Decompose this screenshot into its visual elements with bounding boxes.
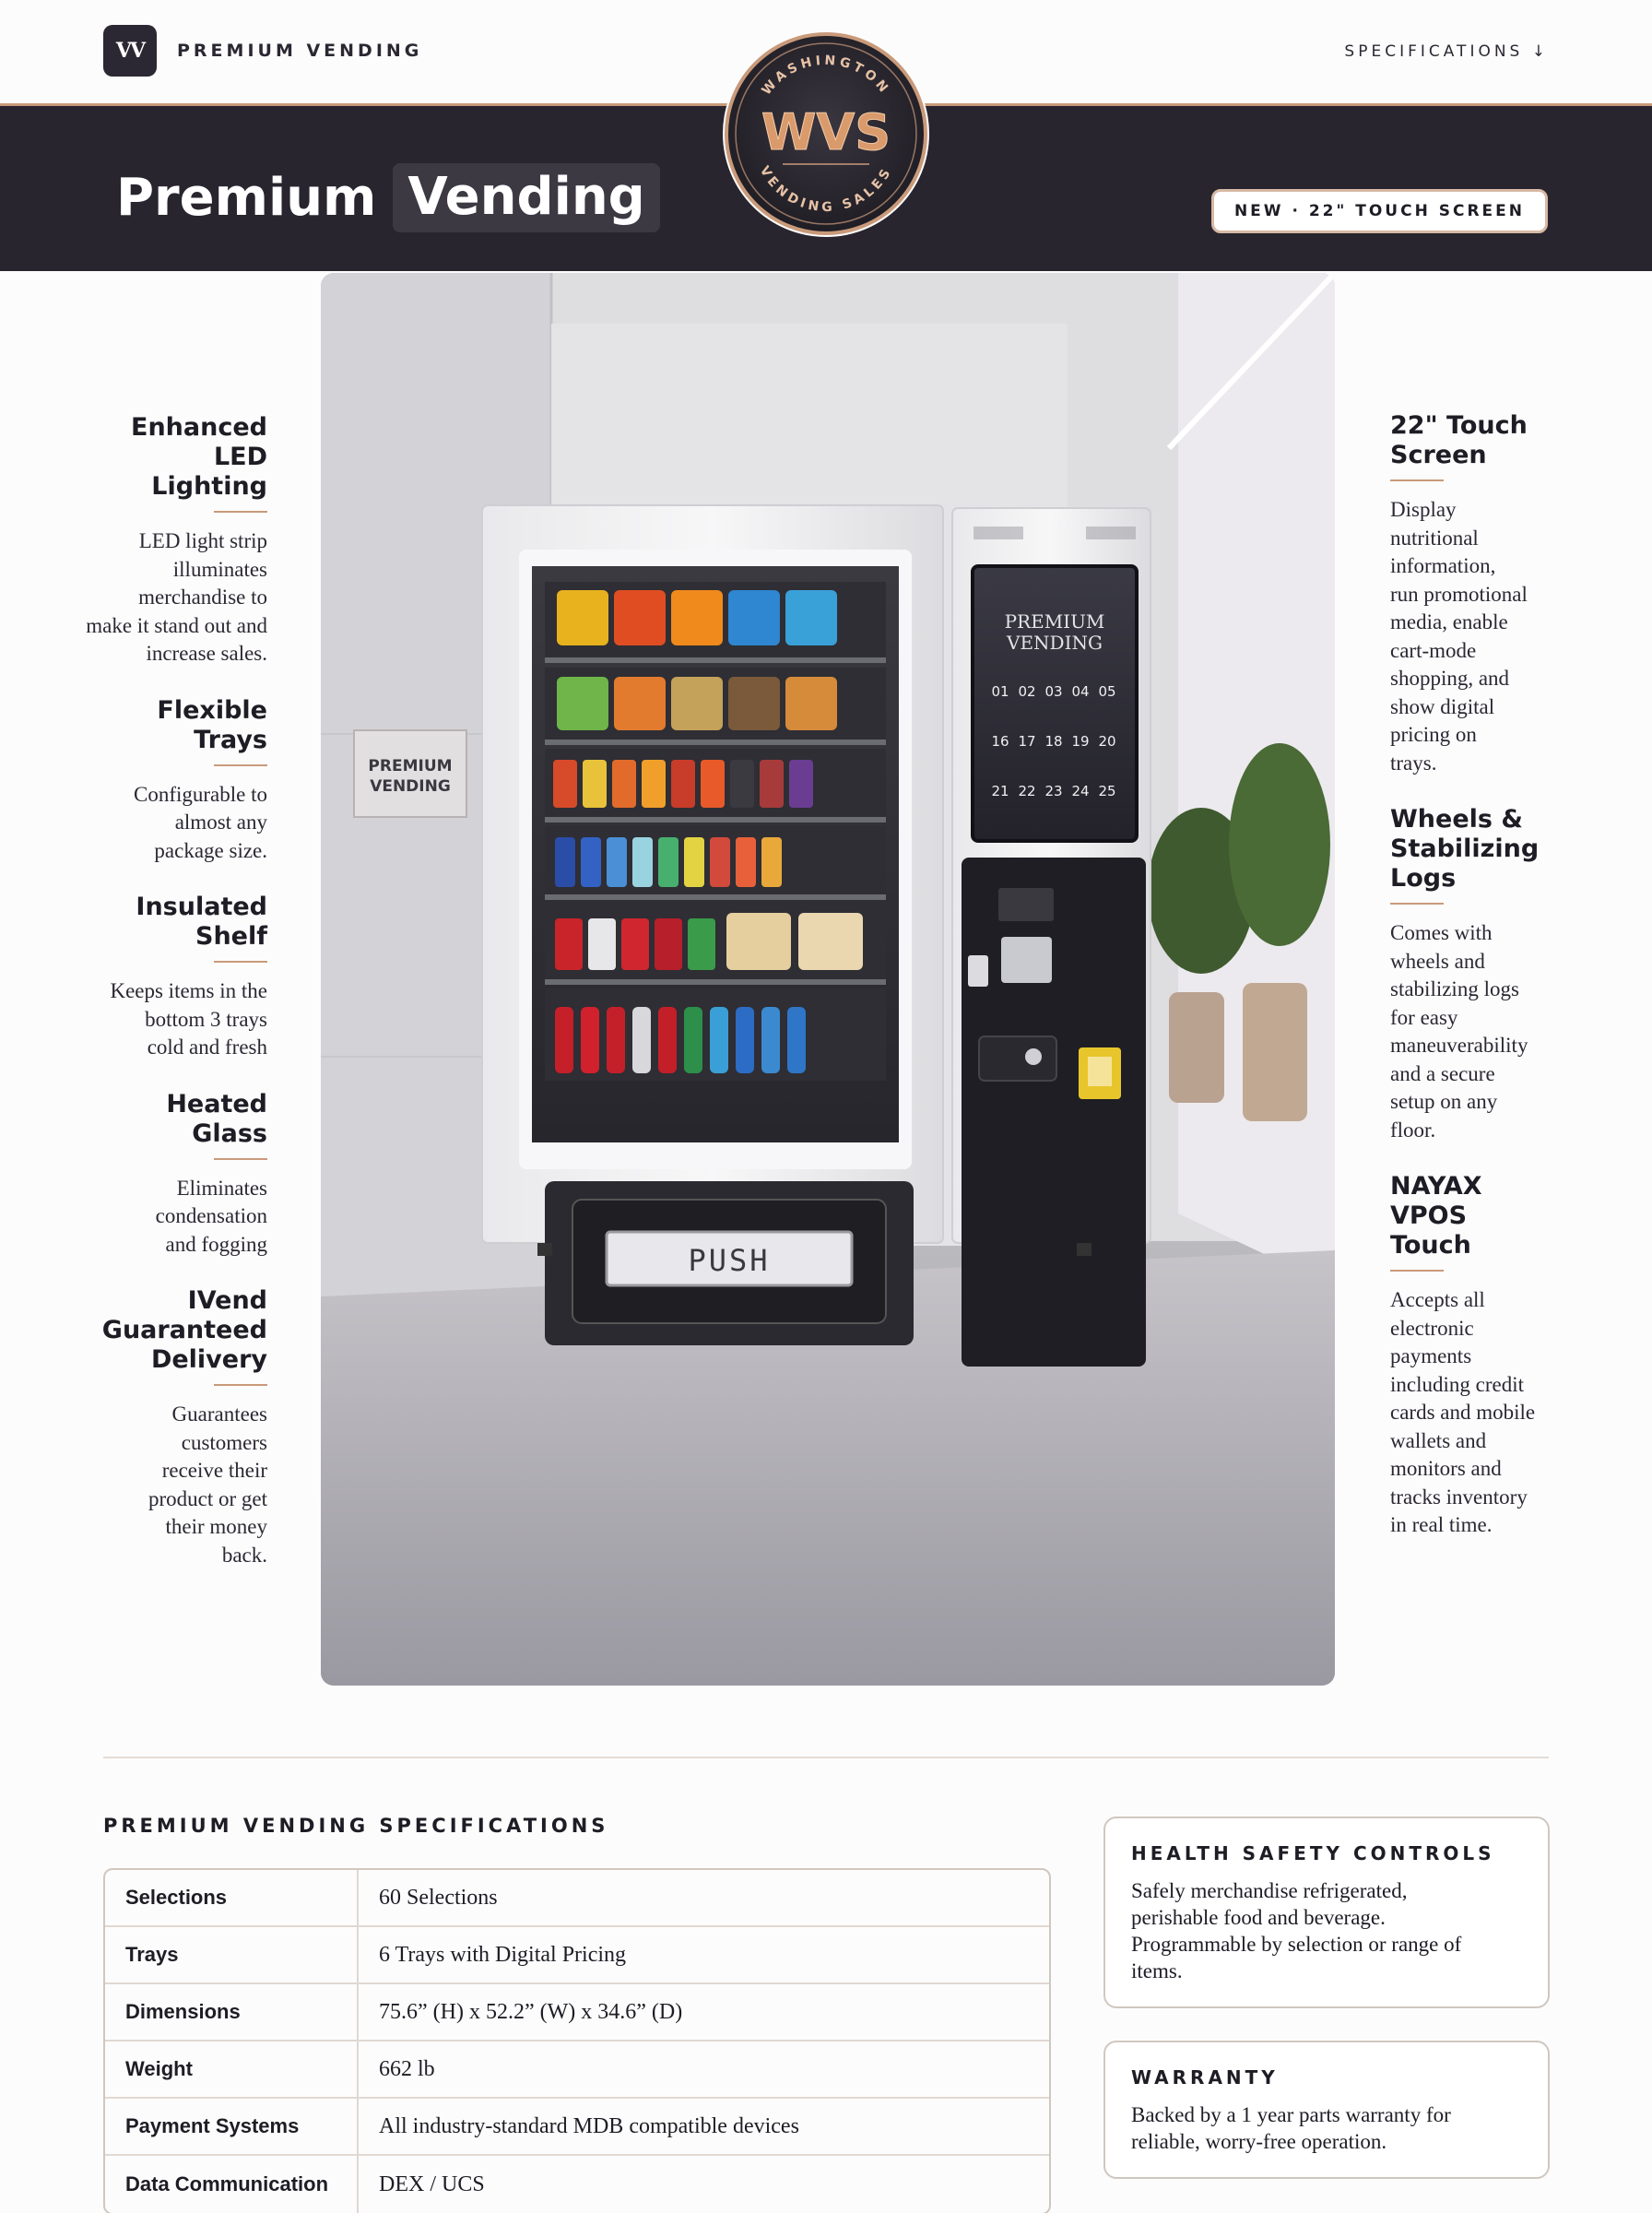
screen-number: 22 [1018,783,1036,799]
feature-touch-screen [1390,411,1575,777]
spec-value: 6 Trays with Digital Pricing [359,1927,1049,1984]
table-row [105,2156,1049,2213]
spec-label: Selections [105,1870,359,1927]
page-title [116,163,660,232]
feature-description: Display nutritional information, run promotional media, enable cart-mode shopping, and show digital pricing on trays. [1390,498,1528,775]
features-right [1390,411,1575,1568]
features-left [55,413,267,1597]
wall-sign-line-1: PREMIUM [368,757,453,775]
feature-description: Eliminates condensation and fogging [155,1176,267,1256]
screen-number: 05 [1098,683,1116,700]
feature-description: LED light strip illuminates merchandise to make it stand out and increase sales. [86,529,267,665]
spec-value: 75.6” (H) x 52.2” (W) x 34.6” (D) [359,1984,1049,2041]
feature-rule [1390,903,1444,905]
spec-label: Data Communication [105,2156,359,2213]
health-safety-card [1103,1817,1550,2008]
title-word-vending: Vending [393,163,659,232]
product-shelves [545,582,886,1081]
brand[interactable] [103,25,422,77]
screen-number: 21 [991,783,1009,799]
seal-ring-bottom: VENDING SALES [756,163,896,216]
feature-title: Heated Glass [166,1089,267,1148]
screen-number: 20 [1098,733,1116,750]
feature-title: Wheels & Stabilizing Logs [1390,805,1540,893]
feature-title: Flexible Trays [157,695,267,754]
screen-number: 25 [1098,783,1116,799]
feature-description: Configurable to almost any package size. [134,782,267,862]
feature-description: Comes with wheels and stabilizing logs for easy maneuverability and a secure setup on any floor. [1390,921,1528,1142]
card-body: Safely merchandise refrigerated, perishable food and beverage. Programmable by selection or range of items. [1131,1879,1462,1982]
feature-rule [214,764,267,766]
feature-insulated-shelf [55,893,267,1062]
feature-description: Guarantees customers receive their product or get their money back. [148,1402,267,1567]
feature-rule [1390,479,1444,481]
feature-title: NAYAX VPOS Touch [1390,1172,1482,1260]
specifications-heading: PREMIUM VENDING SPECIFICATIONS [103,1815,609,1837]
feature-led-lighting [55,413,267,669]
seal-monogram: WVS [761,103,891,161]
screen-title-line-2: VENDING [1007,632,1103,654]
section-divider [103,1757,1549,1758]
specifications-link[interactable]: SPECIFICATIONS ↓ [1344,42,1549,61]
screen-number: 01 [991,683,1009,700]
screen-title-line-1: PREMIUM [1004,610,1105,633]
spec-value: 60 Selections [359,1870,1049,1927]
table-row [105,1870,1049,1927]
vending-machine-photo [321,273,1335,1686]
feature-rule [214,961,267,963]
spec-value: All industry-standard MDB compatible devices [359,2099,1049,2156]
feature-rule [214,511,267,513]
vending-machine-illustration [321,273,1335,1686]
table-row [105,1927,1049,1984]
card-body: Backed by a 1 year parts warranty for reliable, worry-free operation. [1131,2103,1451,2153]
screen-number: 04 [1071,683,1090,700]
card-title: HEALTH SAFETY CONTROLS [1131,1842,1495,1864]
feature-rule [214,1384,267,1386]
spec-value: DEX / UCS [379,2172,485,2196]
spec-label: Dimensions [105,1984,359,2041]
screen-number: 16 [991,733,1009,750]
brand-name: PREMIUM VENDING [177,41,423,61]
warranty-card [1103,2041,1550,2179]
feature-guaranteed-delivery [55,1286,267,1569]
spec-label: Payment Systems [105,2099,359,2156]
table-row [105,2041,1049,2099]
feature-title: Enhanced LED Lighting [131,413,267,501]
feature-nayax-vpos [1390,1172,1575,1540]
feature-rule [1390,1270,1444,1272]
screen-number: 19 [1071,733,1090,750]
screen-number: 23 [1044,783,1063,799]
spec-value: 662 lb [359,2041,1049,2099]
feature-flexible-trays [55,696,267,866]
feature-description: Keeps items in the bottom 3 trays cold and fresh [110,979,267,1059]
spec-label: Trays [105,1927,359,1984]
feature-rule [214,1158,267,1160]
feature-title: 22" Touch Screen [1390,411,1528,469]
new-touch-screen-badge: NEW · 22" TOUCH SCREEN [1211,189,1548,233]
table-row [105,2099,1049,2156]
spec-label: Weight [105,2041,359,2099]
specifications-table [103,1868,1051,2213]
title-word-premium: Premium [116,168,377,228]
feature-description: Accepts all electronic payments including credit cards and mobile wallets and monitors and tracks inventory in real time. [1390,1288,1536,1536]
feature-title: Insulated Shelf [136,893,267,951]
seal-ring-top: WASHINGTON [759,53,893,99]
screen-number: 03 [1044,683,1063,700]
feature-heated-glass [55,1090,267,1260]
feature-title: IVend Guaranteed Delivery [101,1286,267,1374]
wall-sign-line-2: VENDING [370,777,451,796]
feature-wheels-stabilizing [1390,805,1575,1144]
screen-number: 18 [1044,733,1063,750]
screen-number: 02 [1018,683,1036,700]
table-row [105,1984,1049,2041]
push-door-label: PUSH [688,1243,771,1278]
brand-logo-icon: VV [103,25,157,77]
screen-number: 17 [1018,733,1036,750]
screen-number: 24 [1071,783,1090,799]
wvs-seal-logo [720,28,932,240]
card-title: WARRANTY [1131,2066,1279,2089]
